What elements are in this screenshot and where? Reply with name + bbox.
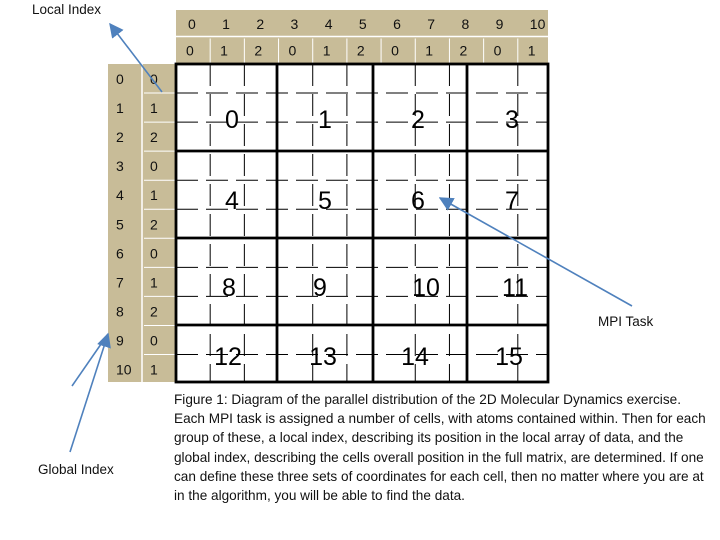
left-global-index: 9 (116, 332, 124, 349)
top-local-index: 0 (288, 42, 297, 59)
left-local-index: 1 (150, 187, 158, 204)
left-global-index: 4 (116, 187, 124, 204)
left-global-index: 1 (116, 100, 124, 117)
task-number: 5 (318, 187, 332, 215)
top-local-index: 0 (391, 42, 399, 59)
task-number: 14 (401, 343, 429, 371)
top-global-index: 4 (324, 16, 333, 32)
left-local-index: 0 (150, 158, 158, 175)
task-number: 9 (313, 274, 327, 302)
task-number: 12 (214, 343, 242, 371)
mpi-task-label: MPI Task (598, 314, 654, 329)
mpi-task-arrow (440, 198, 632, 306)
left-local-index: 2 (150, 216, 158, 233)
global-index-label: Global Index (38, 462, 114, 477)
top-local-index: 1 (425, 42, 434, 59)
top-global-index: 7 (427, 16, 436, 32)
left-local-index: 1 (150, 100, 158, 117)
left-global-index: 7 (116, 274, 124, 291)
top-global-index: 0 (188, 16, 196, 32)
left-global-index: 3 (116, 158, 124, 175)
task-number: 6 (411, 187, 425, 215)
top-global-index: 10 (529, 16, 546, 32)
top-global-index: 8 (461, 16, 470, 32)
task-number: 13 (309, 343, 337, 371)
top-local-index: 2 (459, 42, 468, 59)
top-local-index: 1 (220, 42, 228, 59)
left-global-index: 5 (116, 216, 124, 233)
top-global-index: 6 (393, 16, 401, 32)
left-local-index: 0 (150, 332, 158, 349)
left-global-index: 0 (116, 71, 124, 87)
left-local-index: 1 (150, 274, 158, 291)
left-global-index: 8 (116, 303, 124, 320)
caption-text: Figure 1: Diagram of the parallel distribution of the 2D Molecular Dynamics exercise. Each MPI task is assigned a number of cells, with atoms contained within. Then for each group of these, a local index, describing its position in the local array of data, and the global index, describing the cells overall position in the full matrix, are determined. If one can define these three sets of coordinates for each cell, then no matter where you are at in the algorithm, you will be able to find the data. (174, 392, 706, 504)
left-local-index: 1 (150, 361, 158, 378)
top-local-index: 0 (186, 42, 194, 59)
left-local-index: 2 (150, 129, 158, 146)
top-local-index: 1 (527, 42, 536, 59)
task-number: 10 (412, 274, 440, 302)
task-number: 4 (225, 187, 239, 215)
top-local-index: 1 (322, 42, 331, 59)
left-global-index: 2 (116, 129, 124, 146)
task-number: 1 (318, 106, 332, 134)
task-number: 3 (505, 106, 519, 134)
left-local-index: 0 (150, 245, 158, 262)
left-local-index: 2 (150, 303, 158, 320)
top-local-index: 2 (254, 42, 263, 59)
top-global-index: 2 (256, 16, 265, 32)
top-global-index: 1 (222, 16, 230, 32)
task-number: 0 (225, 106, 239, 134)
left-global-index: 10 (116, 361, 132, 378)
global-index-arrow-upper (72, 334, 108, 386)
figure-caption (174, 390, 714, 505)
top-local-index: 2 (356, 42, 365, 59)
top-global-index: 5 (358, 16, 367, 32)
top-global-index: 9 (495, 16, 504, 32)
top-global-index: 3 (290, 16, 299, 32)
left-local-index: 0 (150, 71, 158, 87)
task-number: 11 (502, 274, 528, 302)
task-number: 2 (411, 106, 425, 134)
task-number: 7 (505, 187, 519, 215)
left-global-index: 6 (116, 245, 124, 262)
local-index-label: Local Index (32, 2, 102, 17)
task-number: 15 (495, 343, 523, 371)
task-number: 8 (222, 274, 236, 302)
top-local-index: 0 (493, 42, 502, 59)
